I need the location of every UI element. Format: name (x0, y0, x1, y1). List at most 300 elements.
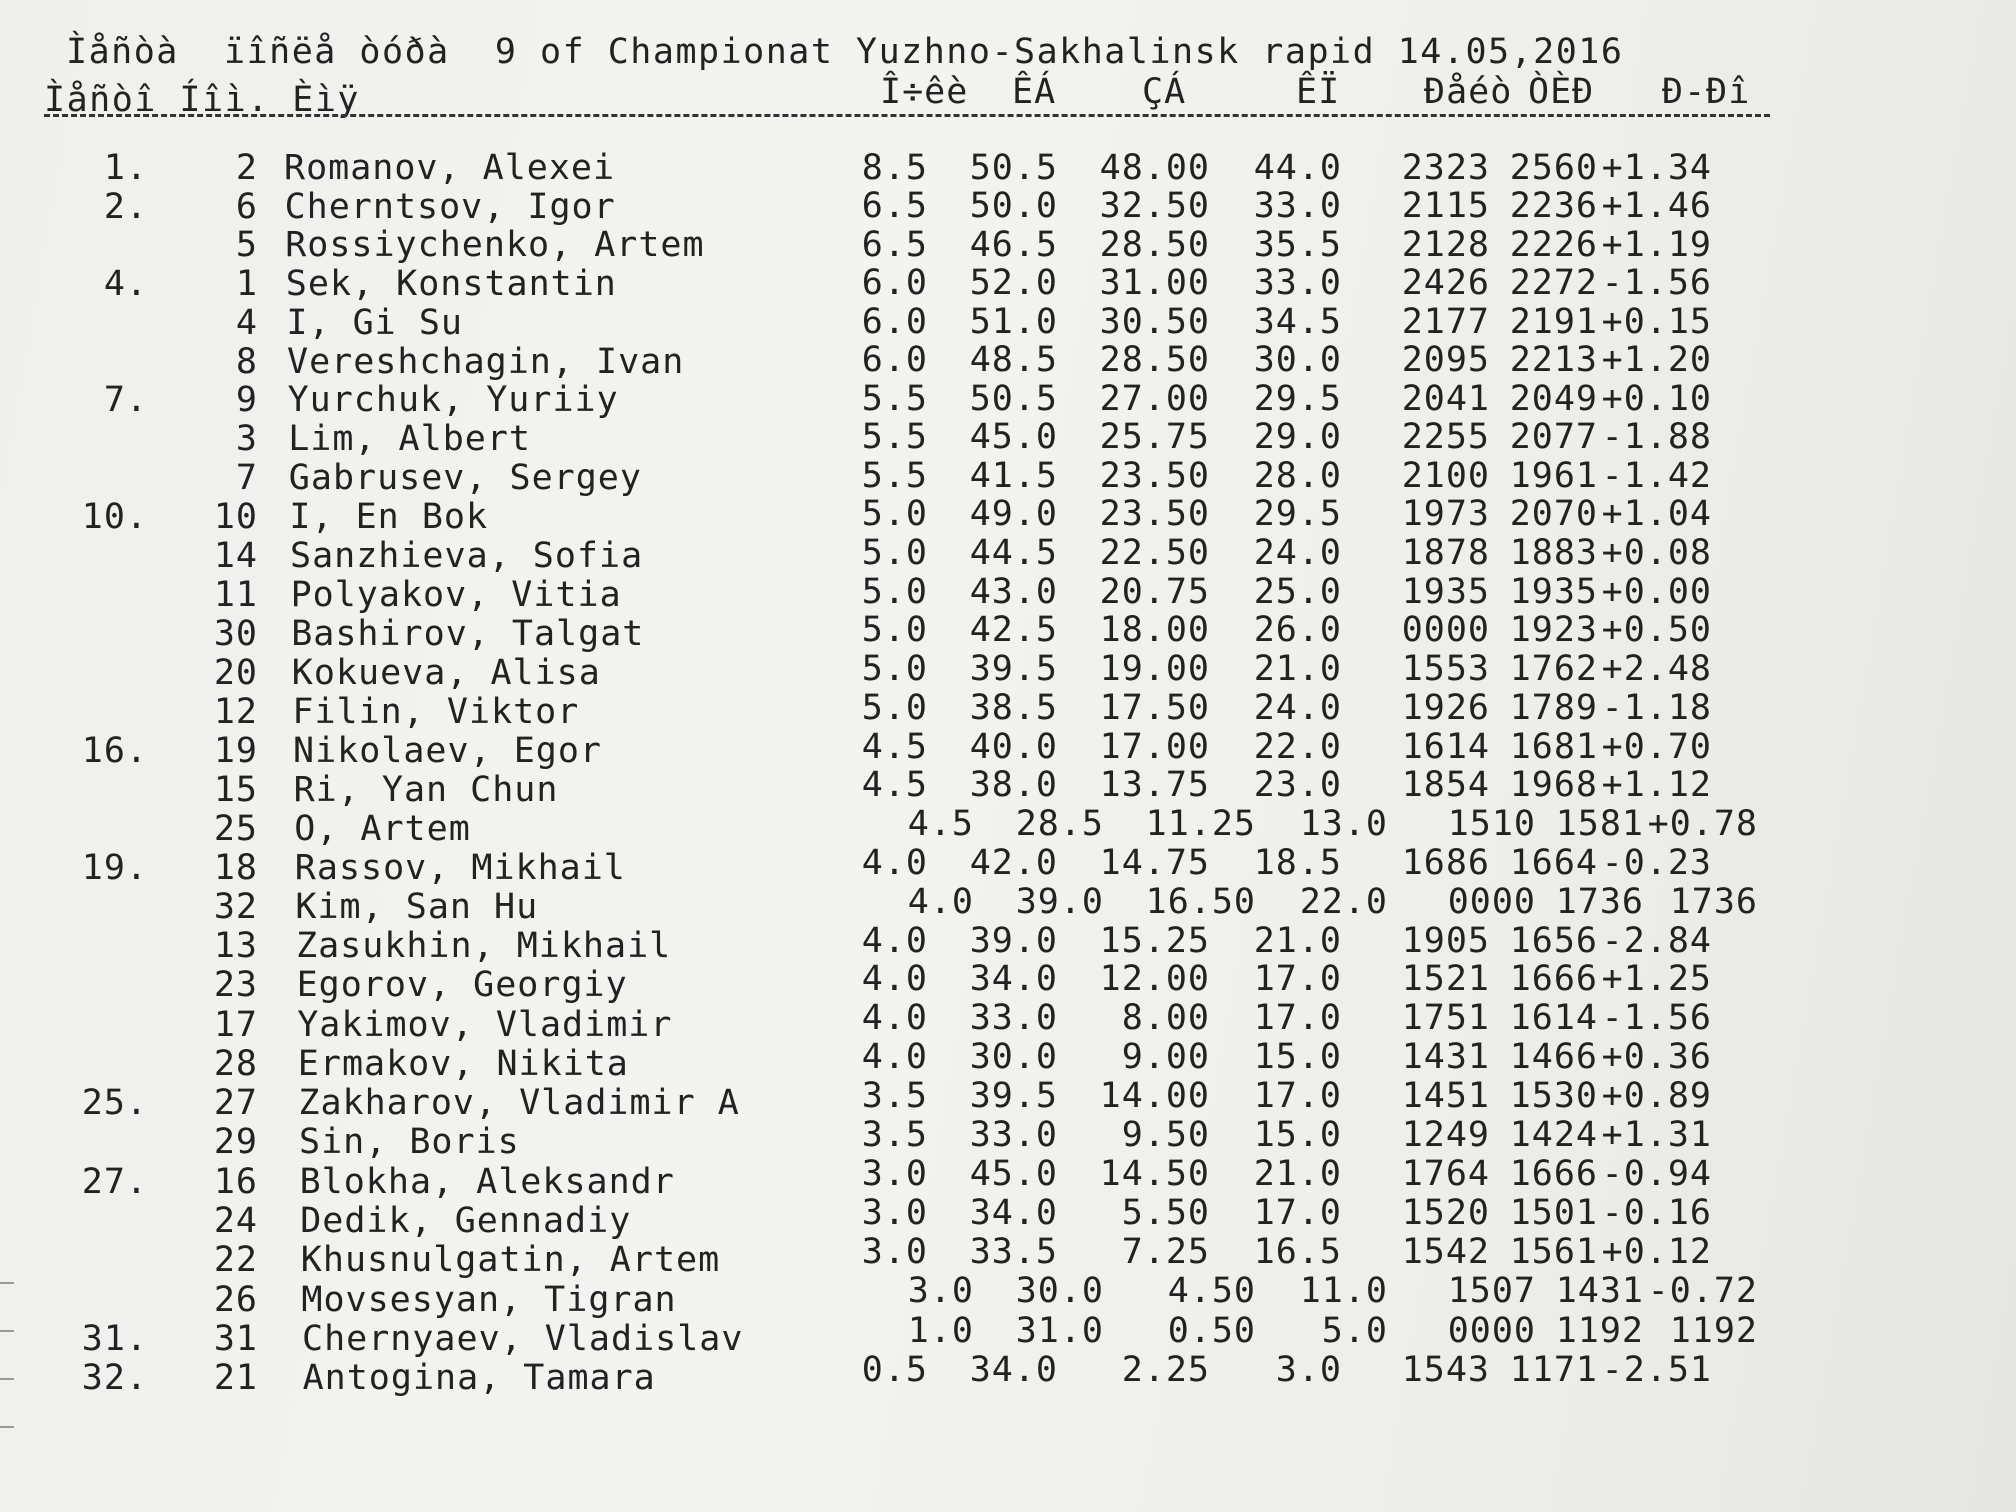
cell-place: 10. (81, 497, 148, 537)
cell-tpr: 2077 (1509, 417, 1598, 458)
cell-kb: 52.0 (969, 263, 1058, 304)
cell-kp: 22.0 (1299, 881, 1388, 922)
cell-rating: 1542 (1401, 1232, 1490, 1273)
cell-zb: 4.50 (1167, 1271, 1256, 1312)
cell-rating: 1764 (1401, 1154, 1490, 1195)
cell-tpr: 1681 (1509, 726, 1598, 767)
cell-kb: 38.5 (969, 687, 1058, 728)
cell-rating: 1973 (1401, 494, 1490, 535)
cell-number: 8 (235, 341, 258, 382)
cell-rating-change: -1.18 (1601, 687, 1712, 728)
cell-kb: 42.5 (969, 610, 1058, 651)
cell-rating-change: +0.78 (1647, 804, 1758, 845)
cell-name: Movsesyan, Tigran (301, 1279, 677, 1320)
cell-number: 17 (213, 1004, 258, 1045)
cell-rating-change: -1.56 (1601, 998, 1712, 1039)
cell-number: 16 (213, 1161, 258, 1202)
cell-zb: 19.00 (1099, 649, 1210, 690)
cell-rating-change: -2.51 (1601, 1349, 1712, 1390)
cell-rating: 0000 (1447, 1310, 1536, 1351)
cell-kp: 17.0 (1253, 959, 1342, 1000)
cell-zb: 16.50 (1145, 881, 1256, 922)
cell-zb: 25.75 (1099, 417, 1210, 458)
cell-points: 5.5 (861, 455, 928, 496)
cell-number: 1 (235, 264, 258, 305)
cell-points: 5.0 (861, 610, 928, 651)
cell-zb: 14.00 (1099, 1076, 1210, 1117)
cell-rating-change: +1.19 (1601, 224, 1712, 265)
cell-zb: 27.00 (1099, 378, 1210, 419)
cell-tpr: 2070 (1509, 494, 1598, 535)
cell-tpr: 2213 (1509, 340, 1598, 381)
cell-rating: 1935 (1401, 571, 1490, 612)
cell-rating-change: 1736 (1669, 881, 1758, 922)
cell-kp: 33.0 (1253, 186, 1342, 227)
cell-name: Blokha, Aleksandr (299, 1161, 675, 1202)
cell-rating: 1507 (1447, 1271, 1536, 1312)
cell-kb: 28.5 (1015, 804, 1104, 845)
cell-kb: 39.5 (969, 1076, 1058, 1117)
cell-name: Filin, Viktor (292, 691, 580, 732)
cell-number: 11 (213, 574, 258, 615)
cell-points: 5.0 (861, 494, 928, 535)
cell-rating-change: +0.89 (1601, 1076, 1712, 1117)
cell-kp: 17.0 (1253, 998, 1342, 1039)
cell-kb: 50.5 (969, 378, 1058, 419)
cell-zb: 31.00 (1099, 263, 1210, 304)
cell-rating-change: +1.34 (1601, 148, 1712, 188)
cell-place: 7. (103, 380, 148, 421)
cell-kp: 24.0 (1253, 687, 1342, 728)
cell-kp: 30.0 (1253, 340, 1342, 381)
cell-kp: 28.0 (1253, 455, 1342, 496)
cell-tpr: 2049 (1509, 378, 1598, 419)
cell-place: 27. (81, 1161, 148, 1202)
cell-rating-change: +1.04 (1601, 494, 1712, 535)
cell-kb: 34.0 (969, 1193, 1058, 1234)
margin-mark (0, 1378, 14, 1380)
cell-name: Bashirov, Talgat (291, 613, 645, 654)
cell-tpr: 1614 (1509, 998, 1598, 1039)
cell-kp: 15.0 (1253, 1115, 1342, 1156)
cell-zb: 23.50 (1099, 494, 1210, 535)
cell-kb: 40.0 (969, 726, 1058, 767)
cell-rating: 1521 (1401, 959, 1490, 1000)
cell-name: Dedik, Gennadiy (300, 1200, 632, 1241)
cell-kb: 34.0 (969, 1349, 1058, 1390)
cell-rating-change: +0.70 (1601, 726, 1712, 767)
cell-points: 3.5 (861, 1115, 928, 1156)
cell-points: 4.5 (861, 726, 928, 767)
cell-number: 15 (213, 769, 258, 810)
cell-kb: 39.0 (969, 920, 1058, 961)
cell-name: Polyakov, Vitia (290, 574, 622, 615)
cell-number: 22 (213, 1240, 258, 1281)
cell-rating-change: +0.08 (1601, 533, 1712, 574)
cell-rating: 2100 (1401, 455, 1490, 496)
cell-rating: 1543 (1401, 1349, 1490, 1390)
cell-zb: 23.50 (1099, 455, 1210, 496)
cell-zb: 17.00 (1099, 726, 1210, 767)
cell-name: Sek, Konstantin (285, 264, 617, 305)
cell-kp: 29.5 (1253, 378, 1342, 419)
cell-tpr: 1935 (1509, 571, 1598, 612)
cell-tpr: 1431 (1555, 1271, 1644, 1312)
cell-name: Rassov, Mikhail (294, 847, 626, 888)
cell-rating-change: -2.84 (1601, 920, 1712, 961)
cell-tpr: 1424 (1509, 1115, 1598, 1156)
cell-kb: 39.0 (1015, 881, 1104, 922)
cell-points: 5.5 (861, 378, 928, 419)
cell-rating: 1451 (1401, 1076, 1490, 1117)
cell-kp: 17.0 (1253, 1076, 1342, 1117)
cell-points: 6.0 (861, 340, 928, 381)
cell-rating-change: -1.42 (1601, 455, 1712, 496)
cell-rating: 2115 (1401, 186, 1490, 227)
cell-place: 31. (81, 1318, 148, 1359)
cell-rating-change: +1.12 (1601, 765, 1712, 806)
cell-tpr: 2272 (1509, 263, 1598, 304)
cell-points: 3.0 (861, 1232, 928, 1273)
cell-points: 1.0 (907, 1310, 974, 1351)
cell-rating: 1854 (1401, 765, 1490, 806)
cell-rating: 2177 (1401, 301, 1490, 342)
header-tpr: ÒÈÐ (1528, 72, 1595, 112)
cell-points: 6.5 (861, 224, 928, 265)
cell-points: 4.5 (907, 804, 974, 845)
cell-number: 14 (213, 535, 258, 576)
cell-zb: 15.25 (1099, 920, 1210, 961)
cell-kp: 24.0 (1253, 533, 1342, 574)
cell-kp: 35.5 (1253, 224, 1342, 265)
cell-kb: 34.0 (969, 959, 1058, 1000)
header-points: Î÷êè (880, 72, 969, 112)
cell-kp: 26.0 (1253, 610, 1342, 651)
cell-tpr: 1789 (1509, 687, 1598, 728)
cell-points: 6.0 (861, 301, 928, 342)
cell-tpr: 1666 (1509, 1154, 1598, 1195)
cell-tpr: 1664 (1509, 842, 1598, 883)
header-place-number-name: Ìåñòî Íîì. Èìÿ (44, 80, 361, 120)
cell-zb: 5.50 (1121, 1193, 1210, 1234)
cell-kb: 41.5 (969, 455, 1058, 496)
cell-kb: 30.0 (1015, 1271, 1104, 1312)
cell-zb: 30.50 (1099, 301, 1210, 342)
cell-kp: 3.0 (1275, 1349, 1342, 1390)
cell-tpr: 1968 (1509, 765, 1598, 806)
cell-rating: 2323 (1401, 148, 1490, 188)
cell-number: 19 (213, 730, 258, 771)
cell-name: Nikolaev, Egor (293, 730, 603, 771)
cell-name: O, Artem (294, 808, 471, 849)
cell-name: Kim, San Hu (295, 887, 539, 928)
cell-kb: 30.0 (969, 1037, 1058, 1078)
cell-kb: 44.5 (969, 533, 1058, 574)
cell-rating-change: +0.50 (1601, 610, 1712, 651)
cell-kb: 38.0 (969, 765, 1058, 806)
header-rating: Ðåéò (1424, 72, 1513, 112)
cell-tpr: 2236 (1509, 186, 1598, 227)
cell-zb: 7.25 (1121, 1232, 1210, 1273)
cell-points: 3.0 (861, 1193, 928, 1234)
cell-name: Cherntsov, Igor (284, 186, 616, 227)
cell-zb: 17.50 (1099, 687, 1210, 728)
cell-kb: 46.5 (969, 224, 1058, 265)
cell-rating: 1249 (1401, 1115, 1490, 1156)
cell-place: 25. (81, 1082, 148, 1123)
cell-zb: 14.50 (1099, 1154, 1210, 1195)
cell-name: Yurchuk, Yuriiy (287, 380, 619, 421)
cell-name: Gabrusev, Sergey (288, 458, 642, 499)
cell-kb: 48.5 (969, 340, 1058, 381)
cell-number: 20 (213, 652, 258, 693)
cell-name: Kokueva, Alisa (291, 652, 601, 693)
header-kp: ÊÏ (1296, 72, 1341, 112)
cell-tpr: 1466 (1509, 1037, 1598, 1078)
cell-rating-change: +0.36 (1601, 1037, 1712, 1078)
cell-rating: 1520 (1401, 1193, 1490, 1234)
cell-zb: 48.00 (1099, 148, 1210, 188)
cell-number: 13 (213, 926, 258, 967)
cell-tpr: 1501 (1509, 1193, 1598, 1234)
cell-number: 21 (213, 1358, 258, 1399)
cell-kb: 50.0 (969, 186, 1058, 227)
cell-number: 31 (213, 1318, 258, 1359)
cell-name: Ri, Yan Chun (293, 769, 559, 810)
cell-rating: 1614 (1401, 726, 1490, 767)
cell-kp: 11.0 (1299, 1271, 1388, 1312)
cell-tpr: 2226 (1509, 224, 1598, 265)
cell-number: 23 (213, 965, 258, 1006)
cell-number: 3 (235, 419, 258, 460)
cell-place: 1. (103, 148, 148, 188)
header-divider (44, 114, 1770, 117)
cell-number: 29 (213, 1122, 258, 1163)
cell-rating: 2255 (1401, 417, 1490, 458)
cell-rating-change: +1.25 (1601, 959, 1712, 1000)
cell-kb: 33.0 (969, 998, 1058, 1039)
cell-kp: 44.0 (1253, 148, 1342, 188)
header-kb: ÊÁ (1012, 72, 1057, 112)
cell-rating: 0000 (1401, 610, 1490, 651)
cell-points: 4.0 (861, 1037, 928, 1078)
cell-name: Khusnulgatin, Artem (300, 1240, 721, 1281)
cell-number: 10 (213, 497, 258, 537)
cell-kp: 34.5 (1253, 301, 1342, 342)
cell-tpr: 1656 (1509, 920, 1598, 961)
cell-points: 5.0 (861, 571, 928, 612)
cell-rating-change: 1192 (1669, 1310, 1758, 1351)
cell-rating-change: -0.16 (1601, 1193, 1712, 1234)
cell-tpr: 1192 (1555, 1310, 1644, 1351)
cell-kb: 45.0 (969, 417, 1058, 458)
cell-number: 27 (213, 1082, 258, 1123)
cell-points: 4.0 (861, 920, 928, 961)
cell-tpr: 1762 (1509, 649, 1598, 690)
cell-name: I, En Bok (289, 497, 489, 537)
cell-number: 9 (235, 380, 258, 421)
cell-rating: 1751 (1401, 998, 1490, 1039)
cell-place: 32. (81, 1358, 148, 1399)
cell-tpr: 1923 (1509, 610, 1598, 651)
cell-kp: 33.0 (1253, 263, 1342, 304)
cell-rating-change: -1.88 (1601, 417, 1712, 458)
cell-kb: 49.0 (969, 494, 1058, 535)
cell-zb: 0.50 (1167, 1310, 1256, 1351)
cell-tpr: 1561 (1509, 1232, 1598, 1273)
cell-zb: 12.00 (1099, 959, 1210, 1000)
cell-name: Sin, Boris (299, 1122, 520, 1163)
cell-zb: 9.50 (1121, 1115, 1210, 1156)
cell-kb: 45.0 (969, 1154, 1058, 1195)
cell-name: Egorov, Georgiy (296, 965, 628, 1006)
cell-kb: 43.0 (969, 571, 1058, 612)
cell-points: 6.0 (861, 263, 928, 304)
cell-place: 2. (103, 186, 148, 227)
cell-points: 4.0 (907, 881, 974, 922)
cell-kb: 33.0 (969, 1115, 1058, 1156)
cell-kb: 31.0 (1015, 1310, 1104, 1351)
cell-points: 4.0 (861, 842, 928, 883)
cell-rating-change: +0.00 (1601, 571, 1712, 612)
cell-tpr: 1666 (1509, 959, 1598, 1000)
cell-rating-change: +0.12 (1601, 1232, 1712, 1273)
cell-zb: 9.00 (1121, 1037, 1210, 1078)
margin-mark (0, 1330, 14, 1332)
cell-rating-change: -0.23 (1601, 842, 1712, 883)
cell-rating: 1905 (1401, 920, 1490, 961)
cell-rating: 1926 (1401, 687, 1490, 728)
cell-kp: 23.0 (1253, 765, 1342, 806)
cell-number: 24 (213, 1200, 258, 1241)
margin-mark (0, 1426, 14, 1428)
cell-kb: 33.5 (969, 1232, 1058, 1273)
cell-name: Ermakov, Nikita (297, 1043, 629, 1084)
cell-name: Zakharov, Vladimir A (298, 1082, 740, 1123)
cell-kp: 29.5 (1253, 494, 1342, 535)
cell-kp: 15.0 (1253, 1037, 1342, 1078)
cell-name: Chernyaev, Vladislav (302, 1318, 744, 1359)
cell-kp: 16.5 (1253, 1232, 1342, 1273)
cell-number: 25 (213, 808, 258, 849)
cell-zb: 22.50 (1099, 533, 1210, 574)
cell-number: 12 (213, 691, 258, 732)
cell-rating-change: +0.10 (1601, 378, 1712, 419)
cell-name: Sanzhieva, Sofia (290, 535, 644, 576)
cell-zb: 13.75 (1099, 765, 1210, 806)
cell-rating-change: -0.94 (1601, 1154, 1712, 1195)
cell-points: 3.0 (861, 1154, 928, 1195)
cell-number: 5 (235, 225, 258, 266)
cell-kp: 13.0 (1299, 804, 1388, 845)
cell-zb: 28.50 (1099, 224, 1210, 265)
cell-number: 26 (213, 1279, 258, 1320)
cell-name: Yakimov, Vladimir (297, 1004, 673, 1045)
cell-points: 5.0 (861, 649, 928, 690)
cell-rating: 1431 (1401, 1037, 1490, 1078)
cell-place: 19. (81, 847, 148, 888)
cell-kp: 18.5 (1253, 842, 1342, 883)
cell-number: 30 (213, 613, 258, 654)
cell-kp: 22.0 (1253, 726, 1342, 767)
cell-number: 6 (235, 186, 258, 227)
cell-kb: 39.5 (969, 649, 1058, 690)
cell-kp: 21.0 (1253, 649, 1342, 690)
cell-name: Antogina, Tamara (302, 1358, 656, 1399)
cell-name: Zasukhin, Mikhail (296, 926, 672, 967)
cell-place: 4. (103, 264, 148, 305)
cell-tpr: 1961 (1509, 455, 1598, 496)
cell-rating: 1553 (1401, 649, 1490, 690)
margin-mark (0, 1282, 14, 1284)
cell-tpr: 1530 (1509, 1076, 1598, 1117)
cell-points: 6.5 (861, 186, 928, 227)
cell-name: Lim, Albert (288, 419, 531, 460)
cell-kb: 42.0 (969, 842, 1058, 883)
cell-tpr: 2191 (1509, 301, 1598, 342)
cell-tpr: 1171 (1509, 1349, 1598, 1390)
cell-rating: 1510 (1447, 804, 1536, 845)
cell-number: 28 (213, 1043, 258, 1084)
cell-rating: 2128 (1401, 224, 1490, 265)
header-zb: ÇÁ (1142, 72, 1187, 112)
cell-name: Romanov, Alexei (284, 148, 616, 188)
cell-rating-change: +0.15 (1601, 301, 1712, 342)
cell-points: 5.0 (861, 687, 928, 728)
cell-zb: 32.50 (1099, 186, 1210, 227)
cell-name: I, Gi Su (286, 302, 463, 343)
cell-tpr: 1736 (1555, 881, 1644, 922)
cell-kp: 5.0 (1321, 1310, 1388, 1351)
cell-number: 4 (235, 302, 258, 343)
cell-kp: 17.0 (1253, 1193, 1342, 1234)
cell-rating-change: -0.72 (1647, 1271, 1758, 1312)
cell-rating-change: +2.48 (1601, 649, 1712, 690)
cell-zb: 11.25 (1145, 804, 1256, 845)
cell-zb: 8.00 (1121, 998, 1210, 1039)
cell-zb: 28.50 (1099, 340, 1210, 381)
cell-zb: 18.00 (1099, 610, 1210, 651)
cell-rating: 2426 (1401, 263, 1490, 304)
cell-points: 4.0 (861, 959, 928, 1000)
cell-place: 16. (81, 730, 148, 771)
cell-number: 2 (235, 148, 258, 188)
cell-points: 4.5 (861, 765, 928, 806)
cell-kp: 25.0 (1253, 571, 1342, 612)
cell-rating: 1878 (1401, 533, 1490, 574)
cell-kb: 50.5 (969, 148, 1058, 188)
cell-points: 0.5 (861, 1349, 928, 1390)
cell-rating-change: -1.56 (1601, 263, 1712, 304)
cell-points: 3.5 (861, 1076, 928, 1117)
cell-kb: 51.0 (969, 301, 1058, 342)
cell-kp: 21.0 (1253, 1154, 1342, 1195)
cell-rating: 0000 (1447, 881, 1536, 922)
header-rating-change: Ð-Ðî (1662, 72, 1751, 112)
cell-tpr: 1883 (1509, 533, 1598, 574)
cell-rating-change: +1.20 (1601, 340, 1712, 381)
cell-number: 32 (213, 887, 258, 928)
cell-zb: 20.75 (1099, 571, 1210, 612)
cell-zb: 14.75 (1099, 842, 1210, 883)
cell-kp: 21.0 (1253, 920, 1342, 961)
cell-name: Rossiychenko, Artem (285, 225, 705, 266)
cell-points: 5.0 (861, 533, 928, 574)
cell-name: Vereshchagin, Ivan (287, 341, 685, 382)
cell-number: 7 (235, 458, 258, 499)
cell-rating-change: +1.46 (1601, 186, 1712, 227)
cell-rating: 2041 (1401, 378, 1490, 419)
